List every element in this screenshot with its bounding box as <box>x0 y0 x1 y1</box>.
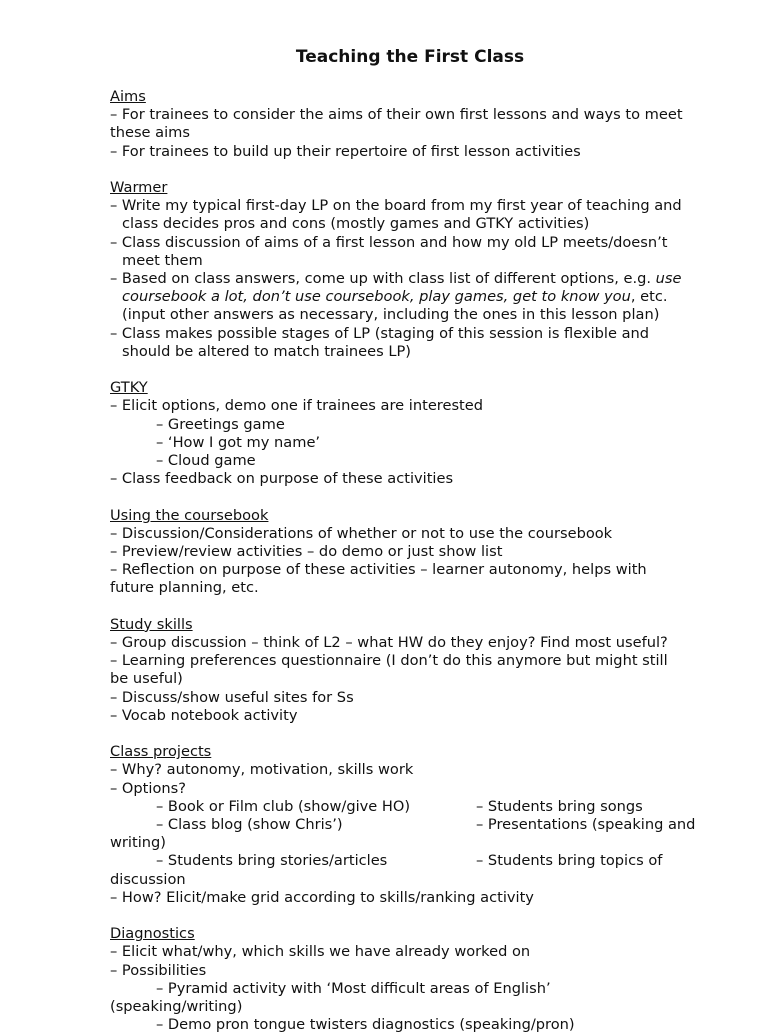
coursebook-item: – Discussion/Considerations of whether or not to use the coursebook <box>110 524 613 542</box>
projects-options-row <box>110 798 720 816</box>
warmer-item: – Class discussion of aims of a first lesson and how my old LP meets/doesn’t <box>110 233 668 251</box>
warmer-item-cont: meet them <box>122 251 203 269</box>
projects-option: – Students bring stories/articles <box>156 852 388 870</box>
section-heading-warmer: Warmer <box>110 179 168 196</box>
study-item: – Discuss/show useful sites for Ss <box>110 688 354 706</box>
section-heading-aims: Aims <box>110 88 146 105</box>
coursebook-item: – Reflection on purpose of these activities – learner autonomy, helps with <box>110 561 647 579</box>
projects-option: – Students bring topics of <box>476 852 663 870</box>
diagnostics-subitem-wrap: (speaking/writing) <box>110 998 243 1016</box>
gtky-item: – Class feedback on purpose of these activities <box>110 470 454 488</box>
aims-item-wrap: these aims <box>110 124 190 142</box>
projects-option: – Book or Film club (show/give HO) <box>156 797 411 815</box>
study-item: – Group discussion – think of L2 – what HW do they enjoy? Find most useful? <box>110 634 668 652</box>
diagnostics-subitem: – Demo pron tongue twisters diagnostics (speaking/pron) <box>156 1016 575 1034</box>
warmer-item-text: , etc. <box>630 288 668 306</box>
gtky-item: – Elicit options, demo one if trainees are interested <box>110 397 484 415</box>
warmer-item-cont <box>110 288 720 306</box>
projects-options-row <box>110 852 720 870</box>
warmer-item-italic: coursebook a lot, don’t use coursebook, play games, get to know you <box>122 288 631 306</box>
projects-options-row <box>110 816 720 834</box>
gtky-subitem: – Cloud game <box>156 452 256 470</box>
section-heading-gtky: GTKY <box>110 379 148 397</box>
projects-option: – Students bring songs <box>476 797 643 815</box>
gtky-subitem: – ‘How I got my name’ <box>156 433 321 451</box>
study-item: – Vocab notebook activity <box>110 706 298 724</box>
diagnostics-subitem: – Pyramid activity with ‘Most difficult areas of English’ <box>156 979 551 997</box>
study-item: – Learning preferences questionnaire (I don’t do this anymore but might still <box>110 652 668 670</box>
projects-item: – How? Elicit/make grid according to skills/ranking activity <box>110 888 534 906</box>
warmer-item-italic: use <box>655 270 682 288</box>
aims-item: – For trainees to consider the aims of their own first lessons and ways to meet <box>110 106 683 124</box>
diagnostics-item: – Possibilities <box>110 961 207 979</box>
section-heading-study-skills: Study skills <box>110 615 193 633</box>
warmer-item: – Write my typical first-day LP on the board from my first year of teaching and <box>110 197 682 215</box>
warmer-item-cont: should be altered to match trainees LP) <box>122 342 412 360</box>
projects-option-wrap: writing) <box>110 834 166 852</box>
projects-option-wrap: discussion <box>110 870 186 888</box>
gtky-subitem: – Greetings game <box>156 415 285 433</box>
projects-option: – Class blog (show Chris’) <box>156 816 343 834</box>
warmer-item <box>110 270 720 288</box>
warmer-item: – Class makes possible stages of LP (staging of this session is flexible and <box>110 324 650 342</box>
warmer-item-cont: (input other answers as necessary, including the ones in this lesson plan) <box>122 306 660 324</box>
warmer-item-text: – Based on class answers, come up with class list of different options, e.g. <box>110 270 656 288</box>
section-heading-coursebook: Using the coursebook <box>110 506 269 524</box>
diagnostics-item: – Elicit what/why, which skills we have already worked on <box>110 943 531 961</box>
coursebook-item: – Preview/review activities – do demo or just show list <box>110 543 503 561</box>
study-item-wrap: be useful) <box>110 670 183 688</box>
section-heading-class-projects: Class projects <box>110 743 212 761</box>
document-title: Teaching the First Class <box>295 47 525 67</box>
projects-item: – Options? <box>110 779 186 797</box>
projects-option: – Presentations (speaking and <box>476 816 696 834</box>
coursebook-item-wrap: future planning, etc. <box>110 579 259 597</box>
document-body <box>110 88 720 1034</box>
section-heading-diagnostics: Diagnostics <box>110 925 195 943</box>
projects-item: – Why? autonomy, motivation, skills work <box>110 761 414 779</box>
warmer-item-cont: class decides pros and cons (mostly games and GTKY activities) <box>122 215 590 233</box>
aims-item: – For trainees to build up their repertoire of first lesson activities <box>110 142 581 160</box>
